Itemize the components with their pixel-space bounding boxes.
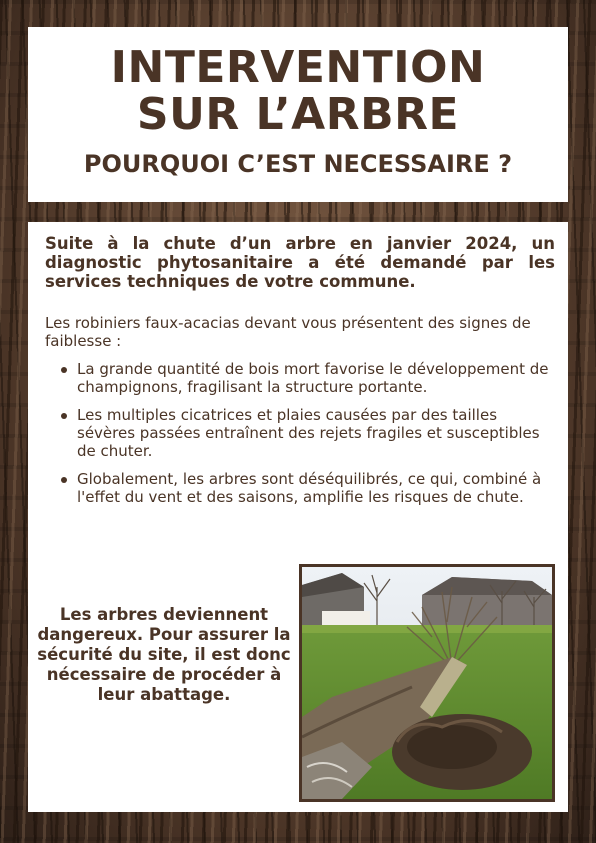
lead-paragraph: Les robiniers faux-acacias devant vous présentent des signes de faiblesse :	[45, 314, 531, 350]
title-line-2: SUR L’ARBRE	[136, 89, 460, 140]
conclusion-text: Les arbres deviennent dangereux. Pour assurer la sécurité du site, il est donc nécessaire de procéder à leur abattage.	[37, 605, 291, 704]
bullet-icon	[61, 413, 67, 419]
fallen-tree-illustration	[302, 567, 552, 799]
content-panel	[28, 222, 568, 812]
list-item-text: Les multiples cicatrices et plaies causées par des tailles sévères passées entraînent des rejets fragiles et susceptibles de chuter.	[77, 406, 540, 460]
list-item	[45, 406, 555, 460]
title-panel	[28, 27, 568, 202]
bullet-icon	[61, 477, 67, 483]
reasons-list	[45, 360, 555, 516]
list-item	[45, 470, 555, 506]
list-item	[45, 360, 555, 396]
subtitle: POURQUOI C’EST NECESSAIRE ?	[83, 150, 513, 178]
list-item-text: La grande quantité de bois mort favorise le développement de champignons, fragilisant la structure portante.	[77, 360, 549, 396]
fallen-tree-photo	[299, 564, 555, 802]
bullet-icon	[61, 367, 67, 373]
intro-paragraph: Suite à la chute d’un arbre en janvier 2024, un diagnostic phytosanitaire a été demandé par les services techniques de votre commune.	[45, 234, 555, 291]
title-line-1: INTERVENTION	[110, 42, 486, 93]
list-item-text: Globalement, les arbres sont déséquilibrés, ce qui, combiné à l'effet du vent et des saisons, amplifie les risques de chute.	[77, 470, 542, 506]
page-title	[28, 44, 568, 138]
